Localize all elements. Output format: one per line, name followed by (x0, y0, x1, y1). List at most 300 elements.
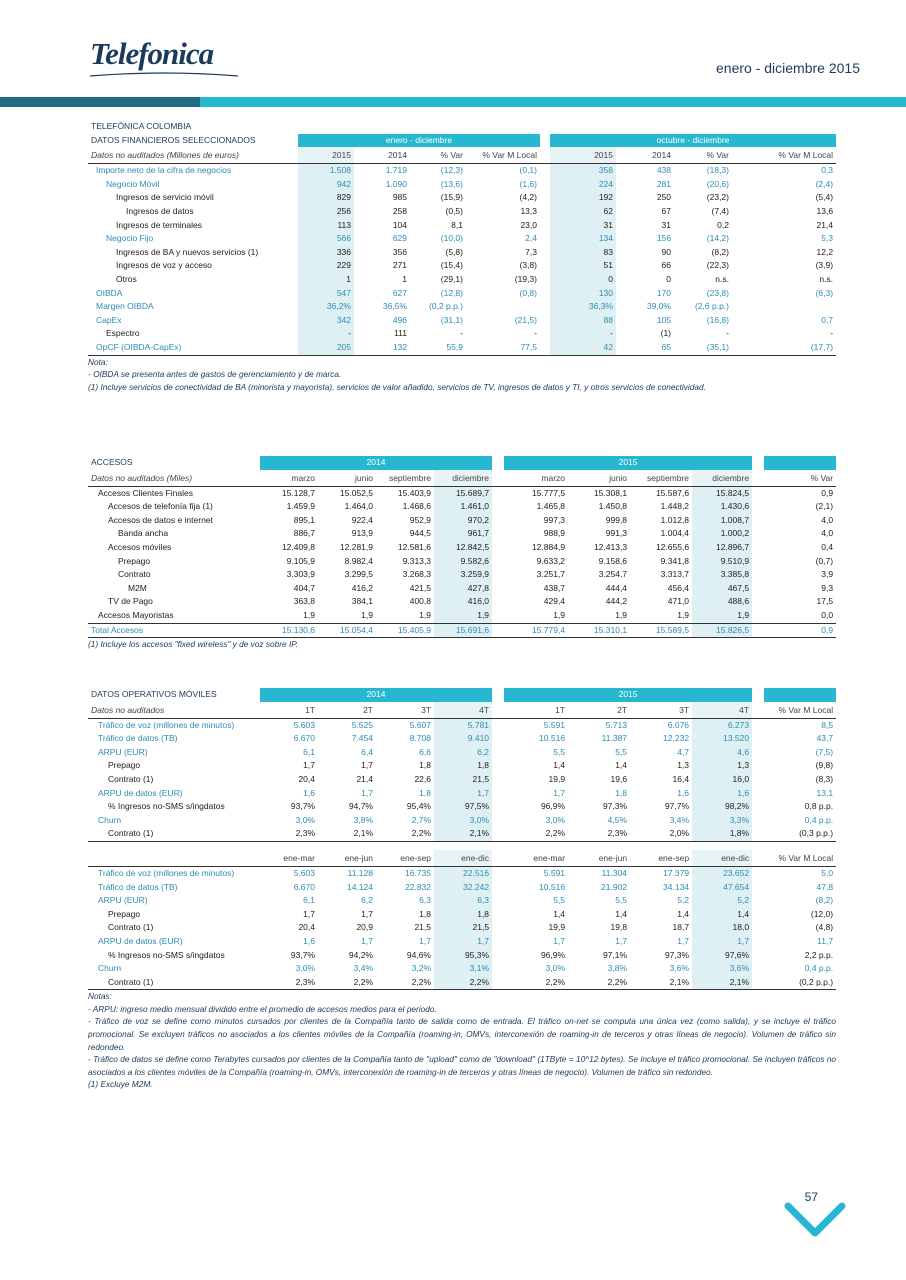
column-header: ene-mar (533, 852, 566, 863)
header-band-light (200, 97, 906, 107)
row-label: ARPU (EUR) (98, 895, 148, 906)
cell-value: 1.508 (298, 164, 354, 178)
cell-value: 13,1 (816, 787, 834, 798)
note-line: Nota: (88, 356, 108, 367)
cell-value: 2,2% (376, 827, 434, 841)
cell-value: 11,7 (817, 935, 834, 946)
cell-value: 4,0 (821, 528, 834, 539)
row-label: Churn (98, 963, 122, 974)
cell-value: 566 (298, 232, 354, 246)
column-header: ene-dic (434, 850, 492, 867)
cell-value: 3.254,7 (598, 569, 628, 580)
cell-value: 5.603 (260, 718, 318, 732)
cell-value: 1,8 (419, 787, 431, 798)
cell-value: 400,8 (409, 596, 431, 607)
cell-value: 19,8 (610, 922, 628, 933)
table-row (88, 773, 836, 787)
cell-value: 4,5% (607, 814, 628, 825)
financial-notes (88, 356, 836, 394)
cell-value: 90 (661, 246, 671, 257)
row-label: Contrato (1) (108, 773, 154, 784)
cell-value: (6,3) (815, 287, 834, 298)
cell-value: 19,9 (548, 922, 566, 933)
table-row (88, 486, 836, 500)
cell-value: 5.591 (504, 866, 568, 880)
cell-value: 256 (298, 205, 354, 219)
cell-value: 8.982,4 (344, 555, 373, 566)
cell-value: 94,7% (348, 801, 373, 812)
cell-value: 1,7 (361, 787, 373, 798)
moviles-table (88, 688, 836, 990)
row-label: Tráfico de datos (TB) (98, 881, 178, 892)
cell-value: 3,2% (411, 963, 431, 974)
cell-value: 15.308,1 (568, 486, 630, 500)
cell-value: 12.896,7 (692, 541, 752, 555)
cell-value: 20,9 (356, 922, 373, 933)
note-line: (1) Excluye M2M. (88, 1079, 153, 1090)
cell-value: (15,9) (440, 192, 463, 203)
cell-value: 12.884,9 (531, 541, 566, 552)
cell-value: 2,2% (504, 827, 568, 841)
cell-value: (13,6) (440, 178, 463, 189)
cell-value: 1,7 (553, 787, 566, 798)
cell-value: (2,4) (815, 178, 834, 189)
column-header: 2T (617, 704, 628, 715)
cell-value: 43,7 (816, 733, 834, 744)
cell-value: 224 (550, 178, 616, 192)
column-header: % Var (810, 472, 834, 483)
cell-value: 12.655,6 (655, 541, 690, 552)
cell-value: 93,7% (290, 949, 315, 960)
cell-value: (7,5) (815, 746, 834, 757)
column-header: junio (355, 472, 373, 483)
row-label: Accesos Mayoristas (98, 609, 174, 620)
table-row (88, 949, 836, 963)
moviles-group-2014: 2014 (260, 688, 492, 702)
moviles-group-2015: 2015 (504, 688, 752, 702)
cell-value: (12,8) (440, 287, 463, 298)
cell-value: 922,4 (351, 514, 373, 525)
telefonica-logo (88, 34, 240, 84)
table-row (88, 935, 836, 949)
cell-value: 10.516 (539, 733, 566, 744)
cell-value: 444,4 (605, 582, 628, 593)
column-header: marzo (291, 472, 315, 483)
cell-value: 1,6 (303, 935, 315, 946)
column-header: septiembre (646, 472, 690, 483)
cell-value: 9.510,9 (692, 555, 752, 569)
accesos-title: ACCESOS (91, 457, 133, 467)
table-row (88, 259, 836, 273)
row-label: Accesos de datos e internet (108, 514, 213, 525)
cell-value: 9.582,6 (434, 555, 492, 569)
report-period: enero - diciembre 2015 (716, 60, 860, 76)
cell-value: 51 (550, 259, 616, 273)
chevron-down-icon (784, 1200, 846, 1240)
cell-value: 363,8 (293, 596, 315, 607)
table-row (88, 500, 836, 514)
table-row (88, 800, 836, 814)
cell-value: 0,2 (717, 219, 729, 230)
blank-header (88, 850, 260, 867)
cell-value: 21,4 (356, 773, 373, 784)
cell-value: 3,0% (545, 814, 566, 825)
row-label: Prepago (118, 555, 151, 566)
cell-value: (18,3) (674, 164, 732, 178)
cell-value: 5,0 (764, 866, 836, 880)
note-line: - Tráfico de datos se define como Terabytes cursados por clientes de la Compañía tanto de "upload" como de "download" (1TByte = 10^12 bytes). Se incluye el tráfico promocional. Se incluyen tráficos no asociados a los clientes móviles de la Compañía (roaming-in, OMVs, interconexión de roaming-in de terceros y otras líneas de negocio). Volumen de tráfico sin redondeo. (88, 1054, 836, 1077)
column-header: ene-sep (658, 852, 690, 863)
cell-value: 1,8 (434, 908, 492, 922)
cell-value: (5,4) (815, 192, 834, 203)
cell-value: 11.128 (318, 866, 376, 880)
cell-value: 471,0 (667, 596, 690, 607)
table-row (88, 609, 836, 623)
cell-value: 1.004,4 (660, 528, 690, 539)
cell-value: 1,7 (303, 908, 315, 919)
cell-value: 1 (298, 273, 354, 287)
cell-value: 6,1 (303, 746, 315, 757)
column-header: 2T (363, 704, 373, 715)
cell-value: 12.413,3 (593, 541, 628, 552)
cell-value: 1.430,6 (692, 500, 752, 514)
column-header: ene-dic (692, 850, 752, 867)
cell-value: 36,5% (382, 301, 407, 312)
table-row (88, 314, 836, 328)
table-row (88, 287, 836, 301)
cell-value: 39,0% (646, 301, 671, 312)
cell-value: (19,3) (514, 273, 537, 284)
note-line: (1) Incluye servicios de conectividad de BA (minorista y mayorista), servicios de valor añadido, servicios de TV, ingresos de datos y TI, y otros servicios de conectividad. (88, 381, 706, 392)
row-label: TV de Pago (108, 596, 153, 607)
cell-value: 12,2 (816, 246, 834, 257)
cell-value: 4,7 (677, 746, 690, 757)
table-row (88, 300, 836, 314)
cell-value: 111 (394, 328, 407, 339)
cell-value: 438,7 (543, 582, 566, 593)
cell-value: (8,2) (711, 246, 729, 257)
cell-value: 952,9 (409, 514, 431, 525)
table-row (88, 205, 836, 219)
row-label: Margen OIBDA (96, 301, 154, 312)
cell-value: 31 (661, 219, 671, 230)
row-label: Accesos Clientes Finales (88, 486, 260, 500)
cell-value: 205 (298, 341, 354, 355)
cell-value: 5.781 (434, 718, 492, 732)
cell-value: 1.450,8 (598, 501, 628, 512)
row-label: Tráfico de voz (millones de minutos) (88, 866, 260, 880)
cell-value: 14.124 (347, 881, 373, 892)
cell-value: 3.251,7 (536, 569, 566, 580)
row-label: Ingresos de datos (126, 205, 194, 216)
cell-value: 1.090 (385, 178, 407, 189)
cell-value: (2,1) (815, 501, 834, 512)
row-label: Negocio Fijo (106, 233, 154, 244)
row-label: Accesos móviles (108, 541, 172, 552)
row-label: Espectro (106, 328, 140, 339)
moviles-title: DATOS OPERATIVOS MÓVILES (91, 689, 217, 699)
cell-value: 0,8 p.p. (804, 801, 834, 812)
cell-value: - (726, 328, 729, 339)
column-header: diciembre (434, 470, 492, 487)
cell-value: 23,0 (520, 219, 537, 230)
cell-value: 23.652 (692, 866, 752, 880)
cell-value: 0,7 (821, 314, 834, 325)
cell-value: 336 (298, 246, 354, 260)
cell-value: 7,3 (525, 246, 537, 257)
note-line: Notas: (88, 991, 112, 1002)
cell-value: 942 (298, 178, 354, 192)
cell-value: (0,5) (445, 205, 463, 216)
accesos-group-2014: 2014 (260, 456, 492, 470)
column-header: % Var M Local (778, 852, 834, 863)
cell-value: 6,1 (303, 895, 315, 906)
row-label: Negocio Móvil (106, 178, 160, 189)
cell-value: 15.824,5 (692, 486, 752, 500)
cell-value: 467,5 (692, 582, 752, 596)
cell-value: 98,2% (692, 800, 752, 814)
cell-value: 0,9 (764, 486, 836, 500)
cell-value: (35,1) (674, 341, 732, 355)
row-label: Contrato (1) (108, 922, 154, 933)
cell-value: 0,3 (732, 164, 836, 178)
cell-value: 8,5 (764, 718, 836, 732)
cell-value: 1,9 (434, 609, 492, 623)
cell-value: 944,5 (409, 528, 431, 539)
cell-value: 113 (298, 219, 354, 233)
table-row (88, 327, 836, 341)
accesos-section (88, 456, 836, 651)
cell-value: 8,1 (451, 219, 463, 230)
cell-value: 12.842,5 (434, 541, 492, 555)
financial-table (88, 120, 836, 356)
cell-value: 6.670 (293, 881, 315, 892)
cell-value: 429,4 (543, 596, 566, 607)
row-label: ARPU de datos (EUR) (98, 935, 183, 946)
column-header: % Var (706, 150, 729, 161)
cell-value: 1,7 (361, 760, 373, 771)
cell-value: 988,9 (543, 528, 566, 539)
cell-value: 62 (550, 205, 616, 219)
cell-value: 5,5 (615, 746, 628, 757)
cell-value: 1 (402, 273, 407, 284)
cell-value: 18,0 (692, 921, 752, 935)
cell-value: 88 (550, 314, 616, 328)
cell-value: 2,2% (376, 976, 434, 990)
cell-value: 19,6 (610, 773, 628, 784)
cell-value: 1,9 (361, 609, 373, 620)
cell-value: n.s. (819, 273, 834, 284)
cell-value: 1,7 (434, 935, 492, 949)
cell-value: (31,1) (440, 314, 463, 325)
cell-value: 13,6 (816, 205, 834, 216)
column-header: % Var (440, 150, 463, 161)
cell-value: 1.459,9 (286, 501, 315, 512)
row-label: Ingresos de terminales (116, 219, 202, 230)
cell-value: 6.273 (692, 718, 752, 732)
cell-value: (23,8) (706, 287, 729, 298)
cell-value: 358 (550, 164, 616, 178)
cell-value: 5.713 (568, 718, 630, 732)
cell-value: (0,2 p.p.) (428, 301, 463, 312)
cell-value: 1.719 (354, 164, 410, 178)
page-number: 57 (804, 1190, 818, 1204)
row-label: Tráfico de datos (TB) (98, 733, 178, 744)
cell-value: 2,3% (568, 827, 630, 841)
cell-value: (0,3 p.p.) (764, 827, 836, 841)
cell-value: 16.735 (376, 866, 434, 880)
cell-value: 47,8 (816, 881, 834, 892)
cell-value: 6.670 (293, 733, 315, 744)
column-header: 4T (692, 702, 752, 719)
cell-value: 404,7 (293, 582, 315, 593)
cell-value: 11.304 (568, 866, 630, 880)
row-label: Ingresos de BA y nuevos servicios (1) (116, 246, 259, 257)
column-header: 2015 (298, 147, 354, 164)
cell-value: 105 (656, 314, 671, 325)
column-header: 3T (679, 704, 690, 715)
cell-value: 1,8 (615, 787, 628, 798)
cell-value: - (534, 328, 537, 339)
cell-value: 547 (298, 287, 354, 301)
cell-value: 13,3 (520, 205, 537, 216)
cell-value: 1,3 (692, 759, 752, 773)
cell-value: - (298, 327, 354, 341)
cell-value: 15.587,6 (630, 486, 692, 500)
cell-value: 11.387 (601, 733, 628, 744)
cell-value: 9,3 (821, 582, 834, 593)
cell-value: 22.832 (405, 881, 431, 892)
cell-value: 3,0% (545, 963, 566, 974)
cell-value: 1,7 (303, 760, 315, 771)
cell-value: 55,9 (410, 341, 466, 355)
row-label: Banda ancha (118, 528, 169, 539)
row-label: ARPU (EUR) (98, 746, 148, 757)
cell-value: 47.654 (692, 881, 752, 895)
note-line: - OIBDA se presenta antes de gastos de gerenciamiento y de marca. (88, 369, 342, 380)
cell-value: 829 (298, 191, 354, 205)
cell-value: (5,8) (445, 246, 463, 257)
cell-value: 12.232 (663, 733, 690, 744)
cell-value: (7,4) (711, 205, 729, 216)
cell-value: 104 (392, 219, 407, 230)
table-row (88, 246, 836, 260)
cell-value: 97,3% (602, 801, 628, 812)
column-header: % Var M Local (778, 704, 834, 715)
cell-value: 15.826,5 (692, 623, 752, 638)
cell-value: 2,7% (411, 814, 431, 825)
cell-value: 3,3% (692, 814, 752, 828)
cell-value: 15.589,5 (630, 623, 692, 638)
cell-value: 21,5 (434, 773, 492, 787)
cell-value: 2,2 p.p. (804, 949, 834, 960)
cell-value: 2,3% (260, 827, 318, 841)
cell-value: 2,2% (504, 976, 568, 990)
cell-value: 3.303,9 (286, 569, 315, 580)
column-header: 1T (555, 704, 566, 715)
cell-value: 342 (298, 314, 354, 328)
row-label: CapEx (96, 314, 122, 325)
cell-value: (1,6) (519, 178, 537, 189)
cell-value: 456,4 (667, 582, 690, 593)
brand-wordmark: Telefonica (90, 36, 214, 71)
cell-value: 1,9 (419, 609, 431, 620)
cell-value: 19,9 (548, 773, 566, 784)
cell-value: (12,0) (810, 908, 834, 919)
column-header: % Var M Local (482, 150, 537, 161)
cell-value: 15.052,5 (318, 486, 376, 500)
cell-value: 3.268,3 (402, 569, 431, 580)
cell-value: 15.779,4 (504, 623, 568, 638)
header-band-dark (0, 97, 200, 107)
row-label: M2M (128, 582, 147, 593)
cell-value: 2,1% (318, 827, 376, 841)
financial-section (88, 120, 836, 393)
cell-value: 1,6 (692, 787, 752, 801)
cell-value: 22,6 (414, 773, 431, 784)
cell-value: 3,6% (669, 963, 690, 974)
cell-value: 34.134 (663, 881, 690, 892)
cell-value: 2,1% (692, 976, 752, 990)
row-label: OpCF (OIBDA-CapEx) (88, 341, 298, 355)
cell-value: 629 (392, 233, 407, 244)
table-row (88, 718, 836, 732)
cell-value: 5,3 (821, 233, 834, 244)
cell-value: 1,9 (553, 609, 566, 620)
row-label: % Ingresos no-SMS s/ingdatos (108, 949, 225, 960)
cell-value: 1,3 (677, 760, 690, 771)
cell-value: 6,3 (419, 895, 431, 906)
cell-value: 3,0% (295, 814, 315, 825)
cell-value: (22,3) (706, 260, 729, 271)
cell-value: 36,2% (298, 300, 354, 314)
cell-value: 2,1% (434, 827, 492, 841)
cell-value: 2,2% (318, 976, 376, 990)
note-line: - Tráfico de voz se define como minutos cursados por clientes de la Compañía tanto de salida como de entrada. El tráfico on-net se computa una única vez (como salida), y se incluye el tráfico promocional. Se excluyen tráficos no asociados a los clientes móviles de la Compañía (roaming-in, OMVs, interconexión de roaming-in de terceros y otras líneas de negocio). Volumen de tráfico sin redondeo. (88, 1016, 836, 1052)
row-label: Ingresos de servicio móvil (116, 192, 214, 203)
cell-value: 17.379 (630, 866, 692, 880)
cell-value: 6,2 (434, 746, 492, 760)
cell-value: 66 (661, 260, 671, 271)
cell-value: 1.012,8 (660, 514, 690, 525)
cell-value: 15.128,7 (260, 486, 318, 500)
cell-value: 0 (666, 273, 671, 284)
financial-subtitle: Datos no auditados (Millones de euros) (91, 150, 239, 161)
table-row (88, 814, 836, 828)
cell-value: 18,7 (672, 922, 690, 933)
cell-value: 1,9 (615, 609, 628, 620)
cell-value: 15.054,4 (318, 623, 376, 638)
row-label: Otros (116, 273, 137, 284)
cell-value: 96,9% (540, 949, 566, 960)
column-header: marzo (541, 472, 566, 483)
cell-value: 416,0 (434, 595, 492, 609)
cell-value: 97,7% (664, 801, 690, 812)
cell-value (732, 300, 836, 314)
row-label: Contrato (1) (88, 827, 260, 841)
cell-value: 130 (550, 287, 616, 301)
cell-value: 5.607 (376, 718, 434, 732)
column-header: ene-mar (283, 852, 315, 863)
cell-value: 991,3 (605, 528, 628, 539)
row-label: Accesos de telefonía fija (1) (108, 501, 213, 512)
column-header: septiembre (388, 472, 431, 483)
cell-value: (1) (660, 328, 671, 339)
cell-value: 9.633,2 (536, 555, 566, 566)
column-header: ene-jun (598, 852, 628, 863)
cell-value: (2,6 p.p.) (694, 301, 729, 312)
table-row (88, 273, 836, 287)
